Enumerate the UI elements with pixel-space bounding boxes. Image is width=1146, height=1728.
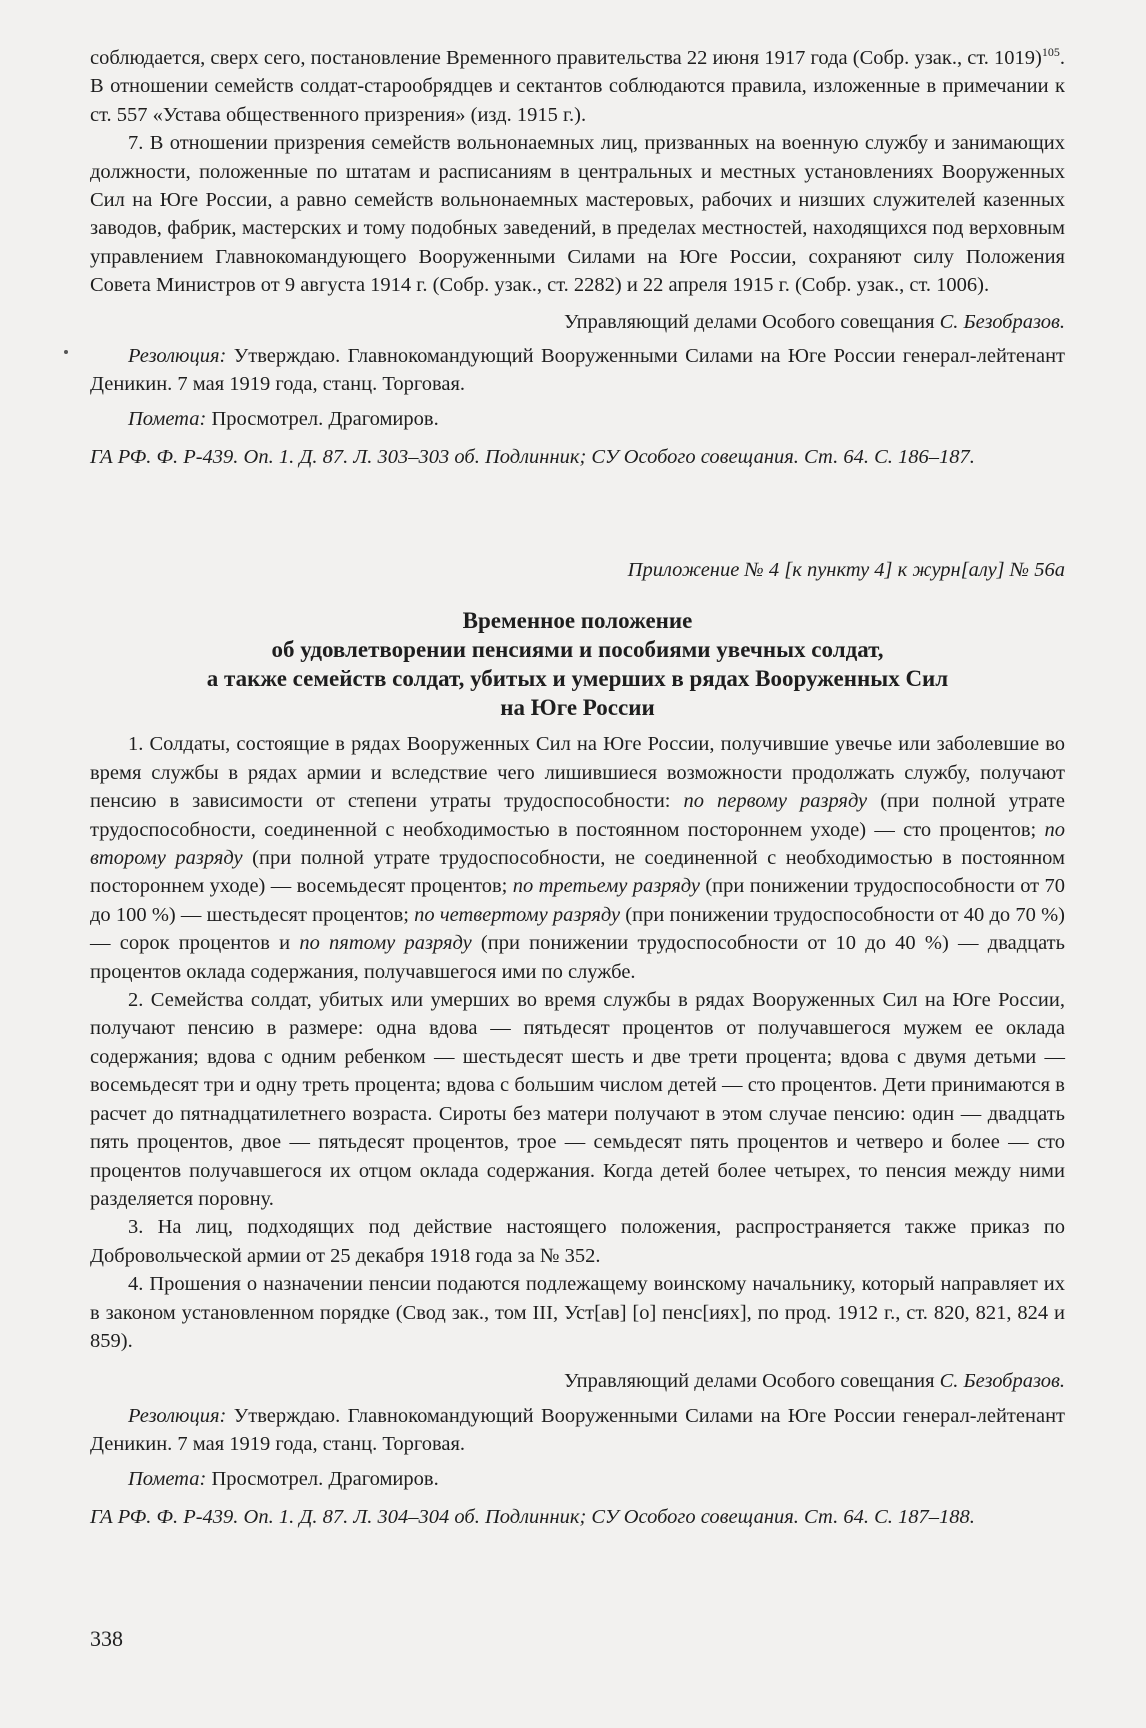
signature-title: Управляющий делами Особого совещания bbox=[563, 1370, 940, 1393]
s1-text: (при полной утрате трудоспособности, соединенной с необходимостью в постоянном постороннем уходе) — сто процентов; bbox=[90, 790, 1065, 841]
mark-text: Просмотрел. Драгомиров. bbox=[206, 407, 439, 430]
mark-label: Помета: bbox=[128, 1467, 207, 1490]
section-2: 2. Семейства солдат, убитых или умерших во время службы в рядах Вооруженных Сил на Юге России, получают пенсию в размере: одна вдова — пятьдесят процентов от получавшегося мужем ее оклада содержания; вдова с одним ребенком — шестьдесят шесть и две трети процента; вдова с двумя детьми — восемьдесят три и одну треть процента; вдова с большим числом детей — сто процентов. Дети принимаются в расчет до пятнадцатилетнего возраста. Сироты без матери получают в этом случае пенсию: один — двадцать пять процентов, двое — пятьдесят процентов, трое — семьдесят пять процентов и четверо и более — сто процентов получавшегося их отцом оклада содержания. Когда детей более четырех, то пенсия между ними разделяется поровну. bbox=[90, 989, 1065, 1210]
s1-text: (при понижении трудоспособности от 10 до 40 %) — двадцать процентов оклада содержания, получавшегося ими по службе. bbox=[90, 932, 1065, 983]
stray-dot bbox=[64, 350, 68, 354]
mark-1 bbox=[90, 405, 1065, 433]
s1-category-5: по пятому разряду bbox=[299, 932, 472, 955]
heading-line-2: об удовлетворении пенсиями и пособиями увечных солдат, bbox=[271, 637, 884, 663]
appendix-section bbox=[90, 556, 1065, 1531]
resolution-label: Резолюция: bbox=[128, 1404, 227, 1427]
section-4: 4. Прошения о назначении пенсии подаются подлежащему воинскому начальнику, который направляет их в законом установленном порядке (Свод зак., том III, Уст[ав] [о] пенс[иях], по прод. 1912 г., ст. 820, 821, 824 и 859). bbox=[90, 1273, 1065, 1352]
mark-label: Помета: bbox=[128, 407, 207, 430]
signature-title: Управляющий делами Особого совещания bbox=[563, 310, 940, 333]
signature-name: С. Безобразов. bbox=[939, 310, 1065, 333]
heading-line-1: Временное положение bbox=[462, 608, 693, 634]
resolution-label: Резолюция: bbox=[128, 345, 227, 368]
footnote-ref: 105 bbox=[1041, 45, 1060, 60]
upper-section bbox=[90, 44, 1065, 472]
source-reference-2: ГА РФ. Ф. Р-439. Оп. 1. Д. 87. Л. 304–304 об. Подлинник; СУ Особого совещания. Ст. 64. С. 187–188. bbox=[90, 1505, 975, 1528]
signature-2 bbox=[90, 1367, 1065, 1395]
section-1 bbox=[90, 730, 1065, 986]
heading-line-3: а также семейств солдат, убитых и умерших в рядах Вооруженных Сил bbox=[206, 666, 949, 692]
signature-1 bbox=[90, 308, 1065, 336]
paragraph-continuation bbox=[90, 44, 1065, 129]
para-text: соблюдается, сверх сего, постановление Временного правительства 22 июня 1917 года (Собр. узак., ст. 1019) bbox=[90, 47, 1042, 69]
s1-text: (при понижении трудоспособности от 70 до 100 %) — шестьдесят процентов; bbox=[90, 875, 1066, 926]
s1-text: (при полной утрате трудоспособности, не соединенной с необходимостью в постоянном постороннем уходе) — восемьдесят процентов; bbox=[90, 847, 1066, 898]
resolution-1 bbox=[90, 342, 1065, 399]
resolution-text: Утверждаю. Главнокомандующий Вооруженными Силами на Юге России генерал-лейтенант Деникин. 7 мая 1919 года, станц. Торговая. bbox=[90, 1404, 1065, 1456]
section-3: 3. На лиц, подходящих под действие настоящего положения, распространяется также приказ по Добровольческой армии от 25 декабря 1918 года за № 352. bbox=[90, 1216, 1065, 1267]
heading-line-4: на Юге России bbox=[500, 695, 655, 721]
appendix-label: Приложение № 4 [к пункту 4] к журн[алу] № 56а bbox=[627, 559, 1065, 581]
s1-category-2: по второму разряду bbox=[90, 818, 1065, 870]
resolution-2 bbox=[90, 1402, 1065, 1459]
signature-name: С. Безобразов. bbox=[939, 1370, 1065, 1393]
resolution-text: Утверждаю. Главнокомандующий Вооруженными Силами на Юге России генерал-лейтенант Деникин. 7 мая 1919 года, станц. Торговая. bbox=[90, 345, 1065, 396]
s1-category-3: по третьему разряду bbox=[512, 875, 700, 898]
page-number: 338 bbox=[90, 1626, 123, 1651]
paragraph-7: 7. В отношении призрения семейств вольнонаемных лиц, призванных на военную службу и занимающих должности, положенные по штатам и расписаниям в центральных и местных установлениях Вооруженных Сил на Юге России, а равно семейств вольнонаемных мастеровых, рабочих и низших служителей казенных заводов, фабрик, мастерских и тому подобных заведений, в пределах местностей, находящихся под верховным управлением Главнокомандующего Вооруженными Силами на Юге России, сохраняют силу Положения Совета Министров от 9 августа 1914 г. (Собр. узак., ст. 2282) и 22 апреля 1915 г. (Собр. узак., ст. 1006). bbox=[90, 132, 1065, 297]
mark-2 bbox=[90, 1465, 1065, 1493]
source-reference-1: ГА РФ. Ф. Р-439. Оп. 1. Д. 87. Л. 303–303 об. Подлинник; СУ Особого совещания. Ст. 64. С. 186–187. bbox=[90, 446, 975, 469]
mark-text: Просмотрел. Драгомиров. bbox=[206, 1467, 439, 1490]
s1-category-1: по первому разряду bbox=[683, 790, 868, 813]
s1-category-4: по четвертому разряду bbox=[414, 903, 621, 926]
para-tail: . В отношении семейств солдат-старообрядцев и сектантов соблюдаются правила, изложенные в примечании к ст. 557 «Устава общественного призрения» (изд. 1915 г.). bbox=[90, 47, 1065, 126]
s1-text: 1. Солдаты, состоящие в рядах Вооруженных Сил на Юге России, получившие увечье или заболевшие во время службы в рядах армии и вследствие чего лишившиеся возможности продолжать службу, получают пенсию в зависимости от степени утраты трудоспособности: bbox=[90, 733, 1065, 813]
s1-text: (при понижении трудоспособности от 40 до 70 %) — сорок процентов и bbox=[90, 903, 1065, 955]
